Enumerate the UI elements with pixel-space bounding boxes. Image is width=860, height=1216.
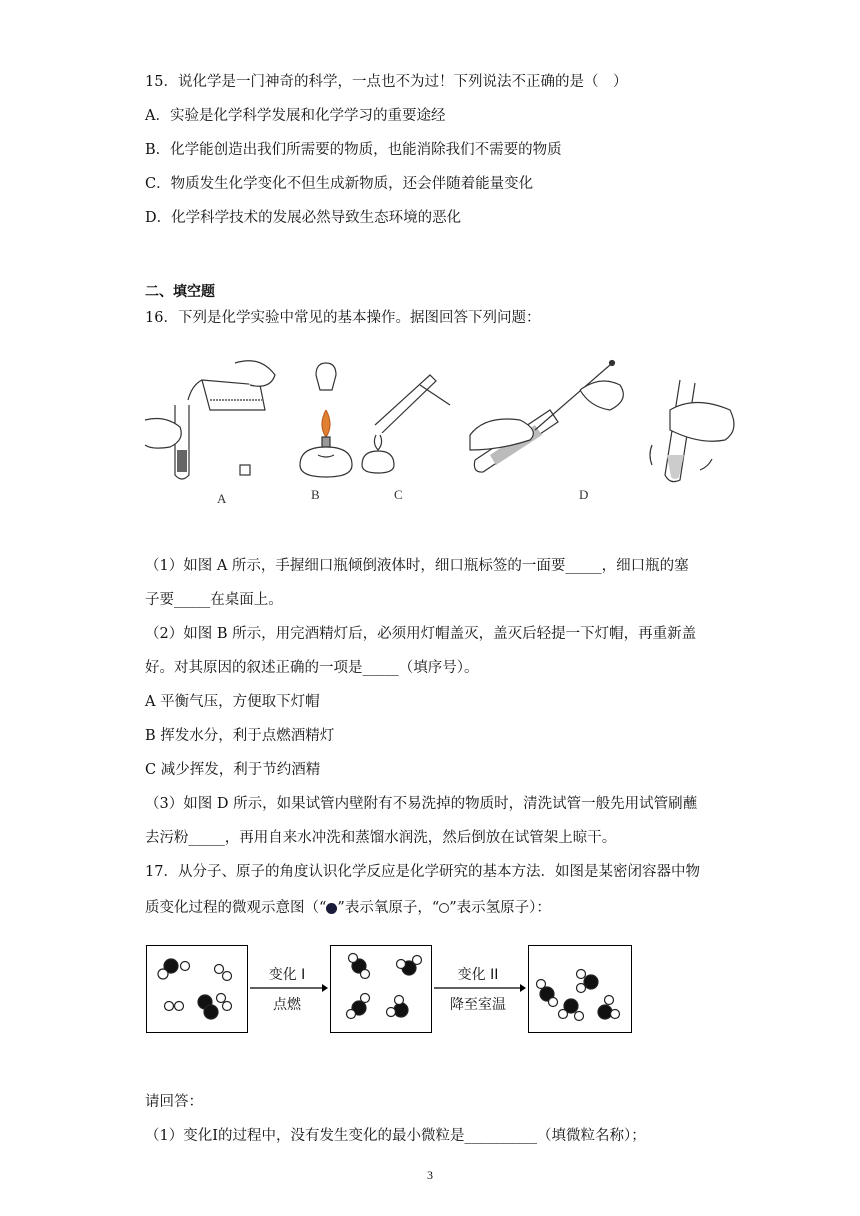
figure-d-washing-illustration xyxy=(470,361,623,473)
q17-part1-blank[interactable]: __________ xyxy=(464,1128,537,1144)
q16-part1-text-b: ，细口瓶的塞 xyxy=(601,558,689,574)
q16-part3-blank[interactable]: _____ xyxy=(188,830,225,846)
arrow-2 xyxy=(434,950,526,1030)
figure-label-d: D xyxy=(579,487,589,502)
q16-part1-line1 xyxy=(145,556,689,576)
q16-part3-line1: （3）如图 D 所示，如果试管内壁附有不易洗掉的物质时，清洗试管一般先用试管刷蘸 xyxy=(145,796,698,812)
q15-option-b: B．化学能创造出我们所需要的物质，也能消除我们不需要的物质 xyxy=(145,142,562,158)
figure-d-shaking-illustration xyxy=(650,380,734,482)
molecules-middle xyxy=(331,946,431,1032)
q16-part2-line2 xyxy=(145,658,479,678)
q17-prompt: 请回答： xyxy=(145,1094,203,1110)
figure-label-a: A xyxy=(217,491,227,506)
q16-part2-text-a: 好。对其原因的叙述正确的一项是 xyxy=(145,660,363,676)
q16-part1-text-a: （1）如图 A 所示，手握细口瓶倾倒液体时，细口瓶标签的一面要 xyxy=(145,558,566,574)
q16-part1-line2 xyxy=(145,590,283,610)
q17-stem-text-a: 质变化过程的微观示意图（“ xyxy=(145,900,327,916)
q15-option-c: C．物质发生化学变化不但生成新物质，还会伴随着能量变化 xyxy=(145,176,534,192)
q16-part2-blank[interactable]: _____ xyxy=(362,660,399,676)
q16-part2-text-b: （填序号）。 xyxy=(398,660,479,676)
figure-label-b: B xyxy=(311,487,320,502)
q16-part1-text-d: 在桌面上。 xyxy=(210,592,283,608)
q17-part1-line xyxy=(145,1126,646,1146)
q16-stem: 16．下列是化学实验中常见的基本操作。据图回答下列问题： xyxy=(145,310,541,326)
q15-stem: 15．说化学是一门神奇的科学，一点也不为过！下列说法不正确的是（ ） xyxy=(145,74,628,90)
figure-b-alcohol-lamp-illustration xyxy=(300,363,352,477)
q15-option-d: D．化学科学技术的发展必然导致生态环境的恶化 xyxy=(145,210,462,226)
arrow1-bottom-label: 点燃 xyxy=(273,997,301,1013)
q16-part2-line1: （2）如图 B 所示，用完酒精灯后，必须用灯帽盖灭，盖灭后轻提一下灯帽，再重新盖 xyxy=(145,626,697,642)
q16-part3-text-b: ，再用自来水冲洗和蒸馏水润洗，然后倒放在试管架上晾干。 xyxy=(224,830,617,846)
q15-option-a: A．实验是化学科学发展和化学学习的重要途经 xyxy=(145,108,446,124)
lab-operations-figure xyxy=(140,355,755,510)
molecules-before xyxy=(147,946,247,1032)
q16-part3-text-a: 去污粉 xyxy=(145,830,189,846)
reaction-box-before xyxy=(146,945,248,1033)
q16-choice-b: B 挥发水分，利于点燃酒精灯 xyxy=(145,728,335,744)
arrow2-bottom-label: 降至室温 xyxy=(450,997,506,1013)
q16-choice-a: A 平衡气压，方便取下灯帽 xyxy=(145,694,320,710)
arrow1-top-label: 变化 I xyxy=(268,967,306,983)
q17-part1-text-a: （1）变化I的过程中，没有发生变化的最小微粒是 xyxy=(145,1128,465,1144)
molecules-after xyxy=(529,946,631,1032)
q16-part1-blank2[interactable]: _____ xyxy=(174,592,211,608)
q17-stem-text-b: ”表示氧原子，“ xyxy=(337,900,440,916)
oxygen-atom-icon xyxy=(326,903,337,914)
q17-stem-text-c: ”表示氢原子）： xyxy=(449,900,551,916)
q17-stem-line2 xyxy=(145,898,551,918)
q16-choice-c: C 减少挥发，利于节约酒精 xyxy=(145,762,321,778)
reaction-box-after xyxy=(528,945,632,1033)
q16-part3-line2 xyxy=(145,828,616,848)
q16-part1-text-c: 子要 xyxy=(145,592,174,608)
arrow2-top-label: 变化 II xyxy=(457,967,499,983)
hydrogen-atom-icon xyxy=(439,903,449,913)
section-heading: 二、填空题 xyxy=(145,284,215,300)
reaction-box-middle xyxy=(330,945,432,1033)
q17-stem-line1: 17．从分子、原子的角度认识化学反应是化学研究的基本方法．如图是某密闭容器中物 xyxy=(145,864,700,880)
figure-c-heating-illustration xyxy=(362,375,450,473)
figure-a-pouring-illustration xyxy=(145,361,275,479)
figure-label-c: C xyxy=(394,487,403,502)
q17-part1-text-b: （填微粒名称）； xyxy=(536,1128,646,1144)
arrow-1 xyxy=(250,950,328,1030)
page-number: 3 xyxy=(427,1168,433,1182)
q16-part1-blank1[interactable]: _____ xyxy=(565,558,602,574)
